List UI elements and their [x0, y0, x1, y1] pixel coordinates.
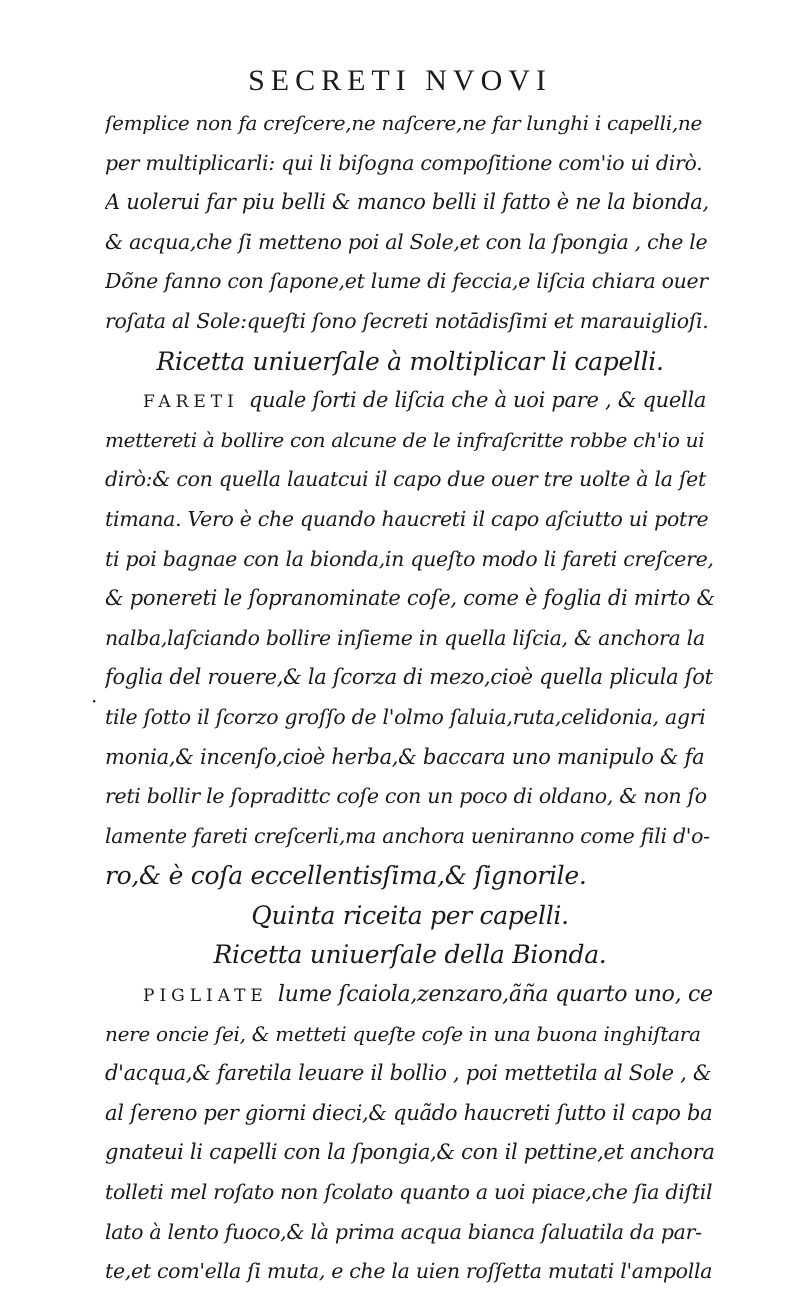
text-line: [105, 579, 715, 619]
text-line: [105, 223, 715, 263]
text-line: [105, 698, 715, 738]
text-line: [105, 738, 715, 778]
line-text: al ſereno per giorni dieci,& quãdo haucreti ſutto il capo ba: [105, 1100, 713, 1125]
text-line: [105, 183, 715, 223]
line-text: Dõne fanno con ſapone,et lume di feccia,e liſcia chiara ouer: [105, 269, 708, 294]
text-line: [105, 540, 715, 580]
text-line: [105, 262, 715, 302]
initial-word: PIGLIATE: [143, 986, 268, 1007]
line-text: ti poi bagnae con la bionda,in queſto modo li fareti creſcere,: [105, 546, 714, 571]
line-text: ſemplice non fa creſcere,ne naſcere,ne far lunghi i capelli,ne: [105, 111, 702, 135]
running-head: SECRETI NVOVI: [248, 64, 552, 97]
section-heading: [105, 935, 715, 975]
text-line: [105, 777, 715, 817]
initial-word: FARETI: [143, 392, 239, 413]
line-text: per multiplicarli: qui li biſogna compoſitione com'io ui dirò.: [105, 150, 703, 175]
line-text: reti bollir le ſopradittc coſe con un poco di oldano, & non ſo: [105, 784, 707, 809]
text-line: [105, 1015, 715, 1055]
text-line: [105, 1213, 715, 1253]
text-line: [105, 1054, 715, 1094]
line-text: gnateui li capelli con la ſpongia,& con il pettine,et anchora: [105, 1140, 715, 1165]
text-line: [105, 144, 715, 184]
line-text: roſata al Sole:queſti ſono ſecreti notādisſimi et marauiglioſi.: [105, 308, 709, 333]
text-line: [105, 658, 715, 698]
text-line: [105, 381, 715, 421]
text-line: [105, 1094, 715, 1134]
body-text: [105, 104, 715, 1292]
text-line: [105, 1133, 715, 1173]
text-line: [105, 460, 715, 500]
text-line: [105, 817, 715, 857]
text-line: [105, 1252, 715, 1292]
line-text: lamente fareti creſcerli,ma anchora ueniranno come fili d'o-: [105, 823, 710, 848]
text-line: [105, 619, 715, 659]
line-text: lato à lento fuoco,& là prima acqua bianca ſaluatila da par-: [105, 1219, 702, 1244]
line-text: mettereti à bollire con alcune de le infraſcritte robbe ch'io ui: [105, 427, 705, 452]
line-text: & ponereti le ſopranominate coſe, come è foglia di mirto &: [105, 586, 715, 611]
line-text: d'acqua,& faretila leuare il bollio , poi mettetila al Sole , &: [105, 1061, 712, 1086]
text-line: [105, 421, 715, 461]
text-line: [105, 856, 715, 896]
line-text: Quinta riceita per capelli.: [251, 900, 569, 930]
text-line: [105, 500, 715, 540]
line-text: A uolerui far piu belli & manco belli il fatto è ne la bionda,: [105, 190, 709, 215]
line-text: foglia del rouere,& la ſcorza di mezo,cioè quella plicula ſot: [105, 665, 713, 690]
text-line: [105, 1173, 715, 1213]
line-text: nere oncie ſei, & metteti queſte coſe in una buona inghiſtara: [105, 1021, 701, 1046]
text-line: [105, 104, 715, 144]
line-text: te,et com'ella ſi muta, e che la uien roſſetta mutati l'ampolla: [105, 1259, 713, 1284]
line-text: Ricetta uniuerſale della Bionda.: [213, 940, 607, 970]
line-text: dirò:& con quella lauatcui il capo due ouer tre uolte à la ſet: [105, 467, 706, 492]
text-line: [105, 975, 715, 1015]
line-text: tile ſotto il ſcorzo groſſo de l'olmo ſaluia,ruta,celidonia, agri: [105, 704, 706, 729]
line-text: ro,& è coſa eccellentisſima,& ſignorile.: [105, 861, 587, 891]
line-text: timana. Vero è che quando haucreti il capo aſciutto ui potre: [105, 506, 709, 531]
text-line: [105, 302, 715, 342]
margin-mark: ·: [91, 689, 98, 713]
line-text: quale ſorti de liſcia che à uoi pare , & quella: [248, 388, 707, 413]
section-heading: [105, 342, 715, 382]
line-text: & acqua,che ſi metteno poi al Sole,et con la ſpongia , che le: [105, 229, 708, 254]
line-text: lume ſcaiola,zenzaro,ãña quarto uno, ce: [277, 982, 713, 1008]
line-text: tolleti mel roſato non ſcolato quanto a uoi piace,che ſia diſtil: [105, 1180, 713, 1205]
line-text: Ricetta uniuerſale à moltiplicar li capelli.: [156, 346, 664, 376]
section-heading: [105, 896, 715, 936]
line-text: nalba,laſciando bollire inſieme in quella liſcia, & anchora la: [105, 625, 705, 650]
line-text: monia,& incenſo,cioè herba,& baccara uno manipulo & fa: [105, 744, 705, 769]
